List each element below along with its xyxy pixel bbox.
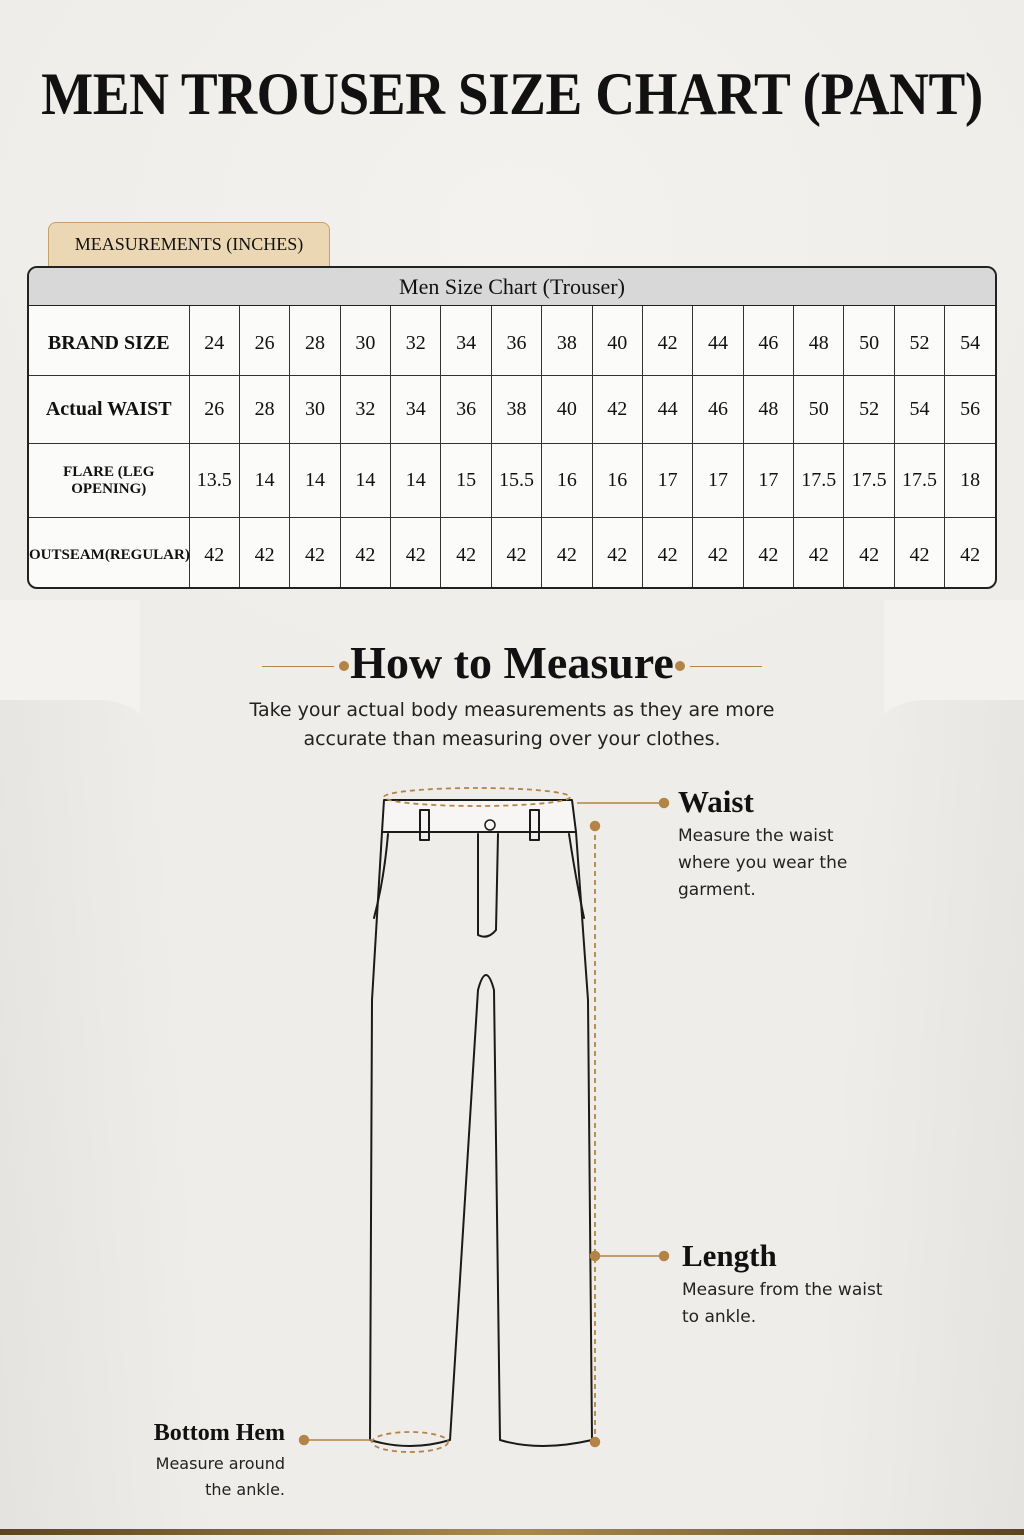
table-cell: 26 <box>239 306 289 376</box>
table-cell: 42 <box>290 518 340 590</box>
table-cell: 17.5 <box>894 444 944 518</box>
table-cell: 48 <box>743 376 793 444</box>
table-cell: 42 <box>894 518 944 590</box>
table-cell: 36 <box>491 306 541 376</box>
hem-description <box>100 1451 285 1503</box>
waist-description <box>678 823 847 904</box>
hem-desc-line: Measure around <box>155 1454 285 1473</box>
waist-desc-line: garment. <box>678 880 756 900</box>
table-cell: 36 <box>441 376 491 444</box>
trouser-outline-icon <box>370 800 592 1446</box>
table-cell: 17.5 <box>844 444 894 518</box>
table-cell: 42 <box>340 518 390 590</box>
table-cell: 42 <box>960 543 981 566</box>
table-cell: 24 <box>189 306 239 376</box>
table-cell: 54 <box>894 376 944 444</box>
length-desc-line: Measure from the waist <box>682 1280 883 1300</box>
table-cell: 46 <box>743 306 793 376</box>
table-cell: 40 <box>542 376 592 444</box>
row-label: BRAND SIZE <box>29 306 189 376</box>
table-cell: 42 <box>592 518 642 590</box>
table-cell: 14 <box>340 444 390 518</box>
table-cell: 13.5 <box>189 444 239 518</box>
table-cell: 52 <box>844 376 894 444</box>
waist-desc-line: Measure the waist <box>678 826 834 846</box>
table-cell: 42 <box>391 518 441 590</box>
table-cell: 28 <box>290 306 340 376</box>
table-cell: 48 <box>794 306 844 376</box>
subtitle-line: Take your actual body measurements as they are more <box>249 699 775 721</box>
table-cell: 52 <box>894 306 944 376</box>
table-cell: 17 <box>743 444 793 518</box>
table-cell: 28 <box>239 376 289 444</box>
table-cell: 17.5 <box>794 444 844 518</box>
table-cell: 38 <box>542 306 592 376</box>
table-cell: 42 <box>642 518 692 590</box>
table-cell: 34 <box>391 376 441 444</box>
table-caption: Men Size Chart (Trouser) <box>29 268 995 306</box>
table-cell: 17 <box>693 444 743 518</box>
table-cell: 30 <box>290 376 340 444</box>
table-cell: 18 <box>945 444 995 518</box>
bottom-bar <box>0 1529 1024 1535</box>
row-label: Actual WAIST <box>29 376 189 444</box>
table-cell: 42 <box>542 518 592 590</box>
table-cell: 14 <box>239 444 289 518</box>
table-cell: 40 <box>592 306 642 376</box>
table-cell: 42 <box>189 518 239 590</box>
length-description <box>682 1277 883 1331</box>
table-cell: 42 <box>743 518 793 590</box>
table-cell: 14 <box>391 444 441 518</box>
length-title: Length <box>682 1238 777 1273</box>
table-cell: 32 <box>340 376 390 444</box>
table-cell: 16 <box>592 444 642 518</box>
table-cell: 50 <box>794 376 844 444</box>
table-cell: 42 <box>592 376 642 444</box>
measurements-tab: MEASUREMENTS (INCHES) <box>48 222 330 268</box>
how-to-measure-title: How to Measure <box>350 637 674 688</box>
table-cell: 50 <box>844 306 894 376</box>
hem-title: Bottom Hem <box>153 1420 285 1446</box>
table-cell: 34 <box>441 306 491 376</box>
table-cell: 14 <box>290 444 340 518</box>
table-cell: 42 <box>642 306 692 376</box>
table-cell: 15 <box>441 444 491 518</box>
table-cell: 15.5 <box>491 444 541 518</box>
table-cell: 42 <box>491 518 541 590</box>
subtitle-line: accurate than measuring over your clothes. <box>303 728 721 750</box>
hem-desc-line: the ankle. <box>205 1480 285 1499</box>
table-cell: 16 <box>542 444 592 518</box>
table-cell: 38 <box>491 376 541 444</box>
table-cell: 44 <box>642 376 692 444</box>
table-cell: 42 <box>844 518 894 590</box>
table-cell: 42 <box>693 518 743 590</box>
table-cell: 42 <box>794 518 844 590</box>
table-cell: 26 <box>189 376 239 444</box>
length-desc-line: to ankle. <box>682 1307 757 1327</box>
table-cell: 42 <box>441 518 491 590</box>
table-cell: 30 <box>340 306 390 376</box>
table-cell: 17 <box>642 444 692 518</box>
table-cell: 32 <box>391 306 441 376</box>
row-label: OUTSEAM(REGULAR) <box>29 518 189 590</box>
waist-desc-line: where you wear the <box>678 853 848 873</box>
row-label: FLARE (LEG OPENING) <box>29 444 189 518</box>
hem-measure-ellipse <box>372 1432 448 1452</box>
waist-title: Waist <box>678 784 754 819</box>
table-cell: 44 <box>693 306 743 376</box>
table-cell: 42 <box>239 518 289 590</box>
table-cell: 46 <box>693 376 743 444</box>
table-cell: 54 <box>945 306 995 376</box>
page-title: MEN TROUSER SIZE CHART (PANT) <box>41 61 983 127</box>
table-cell: 56 <box>945 376 995 444</box>
